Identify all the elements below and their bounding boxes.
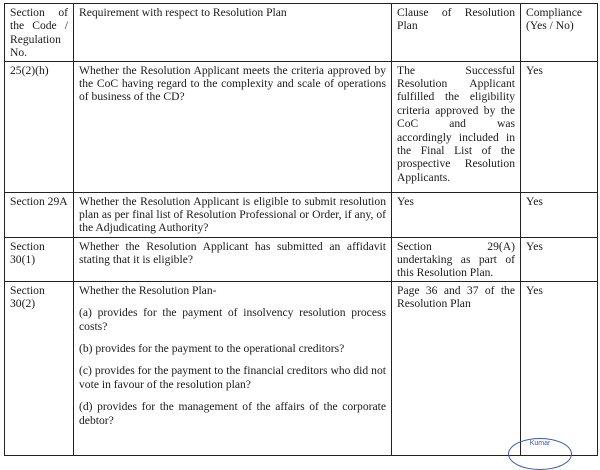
cell-clause: The Successful Resolution Applicant fulfilled the eligibility criteria approved by the CoC and was accordingly included in the Final List of the prospective Resolution Applicants.: [392, 61, 521, 192]
company-stamp: [508, 438, 572, 470]
cell-compliance: Yes: [521, 192, 598, 237]
requirement-intro: Whether the Resolution Plan-: [79, 283, 217, 297]
cell-compliance: Yes: [521, 237, 598, 281]
table-row: [5, 237, 598, 281]
cell-section: Section 30(2): [5, 281, 74, 455]
requirement-item-b: (b) provides for the payment to the operational creditors?: [79, 342, 345, 356]
table-row: [5, 281, 598, 455]
cell-requirement: [74, 281, 392, 455]
requirement-item-d: (d) provides for the management of the affairs of the corporate debtor?: [79, 400, 386, 427]
table-row: [5, 61, 598, 192]
compliance-table: [4, 3, 598, 456]
cell-requirement: Whether the Resolution Applicant meets the criteria approved by the CoC having regard to the complexity and scale of operations of business of the CD?: [74, 61, 392, 192]
cell-section: Section 29A: [5, 192, 74, 237]
cell-clause: Page 36 and 37 of the Resolution Plan: [392, 281, 521, 455]
cell-requirement: Whether the Resolution Applicant has submitted an affidavit stating that it is eligible?: [74, 237, 392, 281]
table-row: [5, 192, 598, 237]
cell-requirement: Whether the Resolution Applicant is eligible to submit resolution plan as per final list of Resolution Professional or Order, if any, of the Adjudicating Authority?: [74, 192, 392, 237]
header-clause: Clause of Resolution Plan: [392, 4, 521, 62]
cell-clause: Section 29(A) undertaking as part of this Resolution Plan.: [392, 237, 521, 281]
cell-compliance: Yes: [521, 61, 598, 192]
cell-section: Section 30(1): [5, 237, 74, 281]
cell-section: 25(2)(h): [5, 61, 74, 192]
header-compliance: Compliance (Yes / No): [521, 4, 598, 62]
requirement-item-c: (c) provides for the payment to the financial creditors who did not vote in favour of the resolution plan?: [79, 364, 386, 391]
table-header-row: [5, 4, 598, 62]
cell-compliance: Yes: [521, 281, 598, 455]
header-section: Section of the Code / Regulation No.: [5, 4, 74, 62]
requirement-item-a: (a) provides for the payment of insolvency resolution process costs?: [79, 306, 386, 333]
stamp-text: Kumar: [529, 440, 551, 447]
header-requirement: Requirement with respect to Resolution Plan: [74, 4, 392, 62]
cell-clause: Yes: [392, 192, 521, 237]
